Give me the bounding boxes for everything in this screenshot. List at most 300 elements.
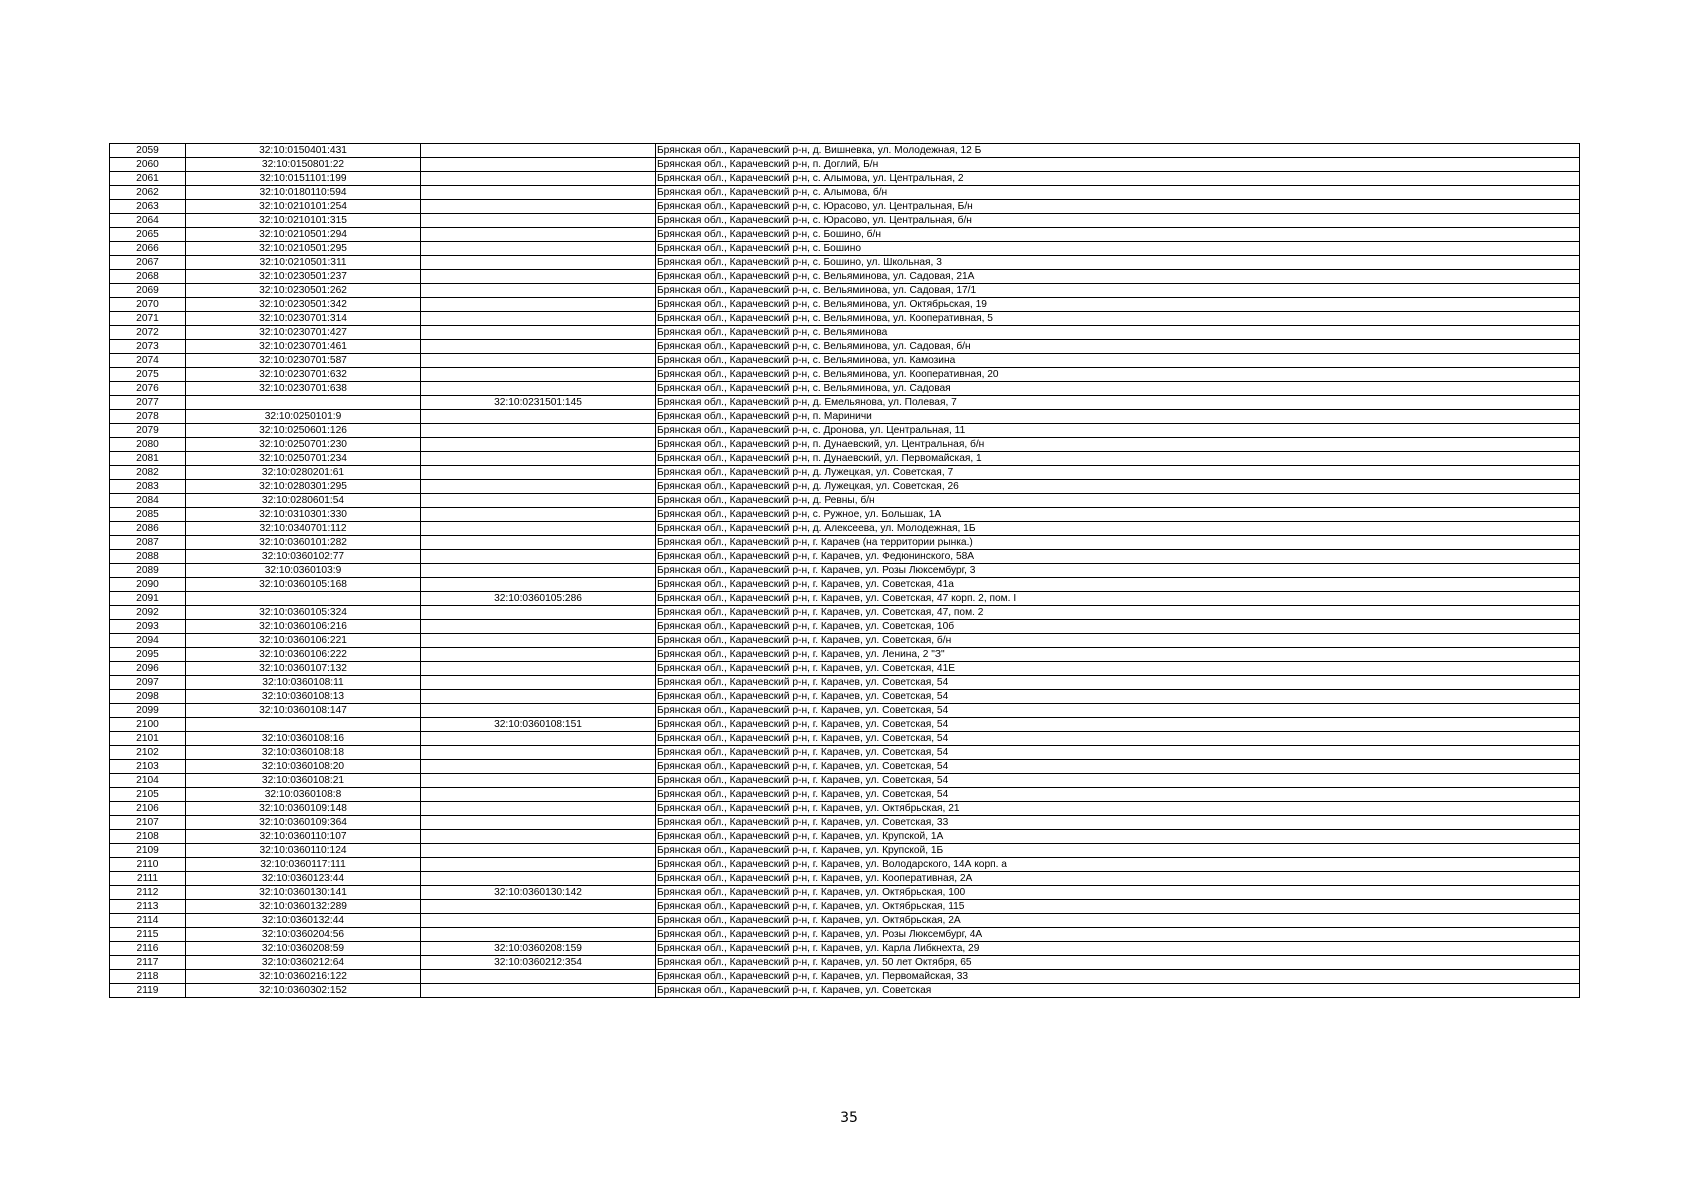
related-cadastral-number-cell [421,844,656,858]
cadastral-number-cell: 32:10:0360108:16 [186,732,421,746]
table-row [110,718,1580,732]
address-cell: Брянская обл., Карачевский р-н, г. Карачев, ул. Советская, 41а [656,578,1580,592]
row-number-cell: 2063 [110,200,186,214]
table-row [110,186,1580,200]
related-cadastral-number-cell [421,438,656,452]
table-row [110,410,1580,424]
row-number-cell: 2109 [110,844,186,858]
table-row [110,704,1580,718]
table-row [110,956,1580,970]
cadastral-number-cell: 32:10:0360106:221 [186,634,421,648]
related-cadastral-number-cell [421,662,656,676]
table-row [110,830,1580,844]
address-cell: Брянская обл., Карачевский р-н, д. Лужецкая, ул. Советская, 7 [656,466,1580,480]
address-cell: Брянская обл., Карачевский р-н, с. Вельяминова, ул. Камозина [656,354,1580,368]
address-cell: Брянская обл., Карачевский р-н, г. Карачев, ул. Советская [656,984,1580,998]
table-row [110,340,1580,354]
table-row [110,578,1580,592]
address-cell: Брянская обл., Карачевский р-н, г. Карачев, ул. Советская, 33 [656,816,1580,830]
cadastral-number-cell: 32:10:0230701:638 [186,382,421,396]
address-cell: Брянская обл., Карачевский р-н, г. Карачев (на территории рынка.) [656,536,1580,550]
address-cell: Брянская обл., Карачевский р-н, д. Лужецкая, ул. Советская, 26 [656,480,1580,494]
related-cadastral-number-cell [421,816,656,830]
table-row [110,606,1580,620]
cadastral-number-cell: 32:10:0360110:107 [186,830,421,844]
row-number-cell: 2067 [110,256,186,270]
cadastral-number-cell: 32:10:0360109:364 [186,816,421,830]
table-row [110,774,1580,788]
cadastral-number-cell: 32:10:0360107:132 [186,662,421,676]
address-cell: Брянская обл., Карачевский р-н, г. Карачев, ул. Советская, 54 [656,676,1580,690]
row-number-cell: 2061 [110,172,186,186]
related-cadastral-number-cell [421,144,656,158]
related-cadastral-number-cell [421,256,656,270]
row-number-cell: 2060 [110,158,186,172]
row-number-cell: 2106 [110,802,186,816]
cadastral-number-cell: 32:10:0230501:237 [186,270,421,284]
related-cadastral-number-cell [421,214,656,228]
related-cadastral-number-cell [421,634,656,648]
cadastral-number-cell: 32:10:0360208:59 [186,942,421,956]
cadastral-number-cell: 32:10:0360105:168 [186,578,421,592]
related-cadastral-number-cell [421,424,656,438]
cadastral-number-cell: 32:10:0360302:152 [186,984,421,998]
row-number-cell: 2111 [110,872,186,886]
related-cadastral-number-cell [421,914,656,928]
row-number-cell: 2098 [110,690,186,704]
cadastral-number-cell: 32:10:0280601:54 [186,494,421,508]
cadastral-number-cell: 32:10:0280201:61 [186,466,421,480]
table-row [110,396,1580,410]
table-row [110,284,1580,298]
table-row [110,928,1580,942]
table-row [110,788,1580,802]
cadastral-number-cell [186,718,421,732]
table-row [110,648,1580,662]
related-cadastral-number-cell [421,872,656,886]
row-number-cell: 2115 [110,928,186,942]
table-row [110,494,1580,508]
cadastral-number-cell: 32:10:0360108:20 [186,760,421,774]
row-number-cell: 2110 [110,858,186,872]
row-number-cell: 2084 [110,494,186,508]
related-cadastral-number-cell [421,158,656,172]
address-cell: Брянская обл., Карачевский р-н, г. Карачев, ул. Кооперативная, 2А [656,872,1580,886]
cadastral-number-cell: 32:10:0360117:111 [186,858,421,872]
related-cadastral-number-cell [421,200,656,214]
related-cadastral-number-cell [421,368,656,382]
address-cell: Брянская обл., Карачевский р-н, г. Карачев, ул. Крупской, 1Б [656,844,1580,858]
row-number-cell: 2065 [110,228,186,242]
address-cell: Брянская обл., Карачевский р-н, г. Карачев, ул. Советская, 54 [656,718,1580,732]
table-row [110,438,1580,452]
table-row [110,690,1580,704]
related-cadastral-number-cell [421,704,656,718]
table-row [110,816,1580,830]
table-row [110,424,1580,438]
row-number-cell: 2069 [110,284,186,298]
table-row [110,522,1580,536]
address-cell: Брянская обл., Карачевский р-н, с. Вельяминова, ул. Кооперативная, 20 [656,368,1580,382]
table-row [110,326,1580,340]
address-cell: Брянская обл., Карачевский р-н, д. Алексеева, ул. Молодежная, 1Б [656,522,1580,536]
cadastral-number-cell: 32:10:0230701:587 [186,354,421,368]
related-cadastral-number-cell [421,550,656,564]
related-cadastral-number-cell: 32:10:0360130:142 [421,886,656,900]
row-number-cell: 2068 [110,270,186,284]
cadastral-number-cell [186,396,421,410]
row-number-cell: 2107 [110,816,186,830]
row-number-cell: 2097 [110,676,186,690]
table-row [110,508,1580,522]
address-cell: Брянская обл., Карачевский р-н, д. Вишневка, ул. Молодежная, 12 Б [656,144,1580,158]
row-number-cell: 2078 [110,410,186,424]
cadastral-number-cell: 32:10:0360212:64 [186,956,421,970]
row-number-cell: 2113 [110,900,186,914]
row-number-cell: 2116 [110,942,186,956]
row-number-cell: 2117 [110,956,186,970]
related-cadastral-number-cell [421,760,656,774]
row-number-cell: 2093 [110,620,186,634]
related-cadastral-number-cell [421,298,656,312]
cadastral-number-cell: 32:10:0340701:112 [186,522,421,536]
related-cadastral-number-cell: 32:10:0360208:159 [421,942,656,956]
cadastral-number-cell: 32:10:0210101:254 [186,200,421,214]
table-row [110,760,1580,774]
row-number-cell: 2064 [110,214,186,228]
table-row [110,900,1580,914]
address-cell: Брянская обл., Карачевский р-н, г. Карачев, ул. Розы Люксембург, 4А [656,928,1580,942]
address-cell: Брянская обл., Карачевский р-н, г. Карачев, ул. Советская, 47, пом. 2 [656,606,1580,620]
related-cadastral-number-cell [421,578,656,592]
cadastral-number-cell: 32:10:0250701:230 [186,438,421,452]
cadastral-number-cell: 32:10:0150801:22 [186,158,421,172]
table-row [110,158,1580,172]
related-cadastral-number-cell: 32:10:0231501:145 [421,396,656,410]
table-row [110,144,1580,158]
table-row [110,256,1580,270]
cadastral-number-cell: 32:10:0360106:222 [186,648,421,662]
address-cell: Брянская обл., Карачевский р-н, с. Вельяминова, ул. Садовая, б/н [656,340,1580,354]
cadastral-number-cell: 32:10:0360110:124 [186,844,421,858]
related-cadastral-number-cell [421,648,656,662]
row-number-cell: 2112 [110,886,186,900]
table-row [110,970,1580,984]
related-cadastral-number-cell [421,480,656,494]
records-table [109,143,1580,998]
cadastral-number-cell: 32:10:0310301:330 [186,508,421,522]
row-number-cell: 2096 [110,662,186,676]
cadastral-number-cell: 32:10:0360216:122 [186,970,421,984]
cadastral-number-cell: 32:10:0210501:294 [186,228,421,242]
address-cell: Брянская обл., Карачевский р-н, с. Ружное, ул. Большак, 1А [656,508,1580,522]
address-cell: Брянская обл., Карачевский р-н, с. Юрасово, ул. Центральная, Б/н [656,200,1580,214]
address-cell: Брянская обл., Карачевский р-н, п. Дунаевский, ул. Первомайская, 1 [656,452,1580,466]
cadastral-number-cell: 32:10:0210501:311 [186,256,421,270]
related-cadastral-number-cell [421,984,656,998]
row-number-cell: 2066 [110,242,186,256]
cadastral-number-cell: 32:10:0230701:314 [186,312,421,326]
row-number-cell: 2114 [110,914,186,928]
cadastral-number-cell: 32:10:0360130:141 [186,886,421,900]
address-cell: Брянская обл., Карачевский р-н, г. Карачев, ул. Ленина, 2 "З" [656,648,1580,662]
row-number-cell: 2087 [110,536,186,550]
table-row [110,270,1580,284]
row-number-cell: 2075 [110,368,186,382]
related-cadastral-number-cell [421,900,656,914]
related-cadastral-number-cell [421,242,656,256]
address-cell: Брянская обл., Карачевский р-н, с. Вельяминова [656,326,1580,340]
row-number-cell: 2118 [110,970,186,984]
address-cell: Брянская обл., Карачевский р-н, г. Карачев, ул. Карла Либкнехта, 29 [656,942,1580,956]
cadastral-number-cell: 32:10:0250701:234 [186,452,421,466]
row-number-cell: 2108 [110,830,186,844]
table-row [110,354,1580,368]
row-number-cell: 2076 [110,382,186,396]
row-number-cell: 2088 [110,550,186,564]
cadastral-number-cell: 32:10:0360108:11 [186,676,421,690]
cadastral-number-cell: 32:10:0150401:431 [186,144,421,158]
address-cell: Брянская обл., Карачевский р-н, г. Карачев, ул. Советская, 10б [656,620,1580,634]
cadastral-number-cell: 32:10:0230701:461 [186,340,421,354]
address-cell: Брянская обл., Карачевский р-н, п. Мариничи [656,410,1580,424]
row-number-cell: 2083 [110,480,186,494]
cadastral-number-cell: 32:10:0360102:77 [186,550,421,564]
related-cadastral-number-cell [421,354,656,368]
related-cadastral-number-cell [421,620,656,634]
row-number-cell: 2099 [110,704,186,718]
address-cell: Брянская обл., Карачевский р-н, г. Карачев, ул. Советская, 54 [656,746,1580,760]
row-number-cell: 2059 [110,144,186,158]
table-row [110,536,1580,550]
related-cadastral-number-cell [421,494,656,508]
cadastral-number-cell: 32:10:0360103:9 [186,564,421,578]
address-cell: Брянская обл., Карачевский р-н, с. Вельяминова, ул. Садовая [656,382,1580,396]
cadastral-number-cell: 32:10:0360132:44 [186,914,421,928]
row-number-cell: 2092 [110,606,186,620]
address-cell: Брянская обл., Карачевский р-н, с. Бошино, б/н [656,228,1580,242]
cadastral-number-cell: 32:10:0360108:13 [186,690,421,704]
related-cadastral-number-cell [421,928,656,942]
address-cell: Брянская обл., Карачевский р-н, г. Карачев, ул. Советская, 47 корп. 2, пом. I [656,592,1580,606]
table-row [110,382,1580,396]
related-cadastral-number-cell [421,326,656,340]
address-cell: Брянская обл., Карачевский р-н, г. Карачев, ул. Советская, б/н [656,634,1580,648]
row-number-cell: 2119 [110,984,186,998]
related-cadastral-number-cell [421,466,656,480]
address-cell: Брянская обл., Карачевский р-н, г. Карачев, ул. Октябрьская, 2А [656,914,1580,928]
table-row [110,662,1580,676]
table-row [110,214,1580,228]
related-cadastral-number-cell [421,830,656,844]
row-number-cell: 2077 [110,396,186,410]
row-number-cell: 2072 [110,326,186,340]
address-cell: Брянская обл., Карачевский р-н, с. Алымова, ул. Центральная, 2 [656,172,1580,186]
address-cell: Брянская обл., Карачевский р-н, с. Бошино, ул. Школьная, 3 [656,256,1580,270]
row-number-cell: 2104 [110,774,186,788]
row-number-cell: 2101 [110,732,186,746]
table-row [110,914,1580,928]
related-cadastral-number-cell [421,410,656,424]
address-cell: Брянская обл., Карачевский р-н, с. Алымова, б/н [656,186,1580,200]
related-cadastral-number-cell [421,774,656,788]
related-cadastral-number-cell [421,522,656,536]
address-cell: Брянская обл., Карачевский р-н, п. Дунаевский, ул. Центральная, б/н [656,438,1580,452]
related-cadastral-number-cell [421,508,656,522]
related-cadastral-number-cell: 32:10:0360212:354 [421,956,656,970]
row-number-cell: 2074 [110,354,186,368]
address-cell: Брянская обл., Карачевский р-н, г. Карачев, ул. Советская, 54 [656,760,1580,774]
row-number-cell: 2062 [110,186,186,200]
address-cell: Брянская обл., Карачевский р-н, г. Карачев, ул. Федюнинского, 58А [656,550,1580,564]
row-number-cell: 2105 [110,788,186,802]
row-number-cell: 2071 [110,312,186,326]
row-number-cell: 2102 [110,746,186,760]
cadastral-number-cell: 32:10:0230501:262 [186,284,421,298]
related-cadastral-number-cell: 32:10:0360108:151 [421,718,656,732]
table-row [110,802,1580,816]
row-number-cell: 2089 [110,564,186,578]
cadastral-number-cell: 32:10:0360108:21 [186,774,421,788]
table-row [110,298,1580,312]
address-cell: Брянская обл., Карачевский р-н, п. Доглий, Б/н [656,158,1580,172]
related-cadastral-number-cell [421,382,656,396]
row-number-cell: 2082 [110,466,186,480]
table-row [110,228,1580,242]
address-cell: Брянская обл., Карачевский р-н, г. Карачев, ул. Советская, 41Е [656,662,1580,676]
address-cell: Брянская обл., Карачевский р-н, г. Карачев, ул. Розы Люксембург, 3 [656,564,1580,578]
address-cell: Брянская обл., Карачевский р-н, г. Карачев, ул. Октябрьская, 115 [656,900,1580,914]
row-number-cell: 2085 [110,508,186,522]
table-row [110,844,1580,858]
related-cadastral-number-cell [421,690,656,704]
cadastral-number-cell: 32:10:0230501:342 [186,298,421,312]
table-row [110,242,1580,256]
row-number-cell: 2086 [110,522,186,536]
related-cadastral-number-cell [421,676,656,690]
table-row [110,620,1580,634]
address-cell: Брянская обл., Карачевский р-н, с. Вельяминова, ул. Садовая, 21А [656,270,1580,284]
related-cadastral-number-cell [421,270,656,284]
table-row [110,676,1580,690]
table-row [110,858,1580,872]
table-row [110,564,1580,578]
cadastral-number-cell [186,592,421,606]
related-cadastral-number-cell [421,564,656,578]
address-cell: Брянская обл., Карачевский р-н, г. Карачев, ул. Советская, 54 [656,774,1580,788]
row-number-cell: 2103 [110,760,186,774]
cadastral-number-cell: 32:10:0360123:44 [186,872,421,886]
page-number: 35 [840,1110,858,1126]
related-cadastral-number-cell [421,788,656,802]
cadastral-number-cell: 32:10:0180110:594 [186,186,421,200]
row-number-cell: 2095 [110,648,186,662]
table-row [110,592,1580,606]
related-cadastral-number-cell [421,732,656,746]
row-number-cell: 2080 [110,438,186,452]
cadastral-number-cell: 32:10:0250601:126 [186,424,421,438]
cadastral-number-cell: 32:10:0280301:295 [186,480,421,494]
cadastral-number-cell: 32:10:0360106:216 [186,620,421,634]
address-cell: Брянская обл., Карачевский р-н, с. Вельяминова, ул. Кооперативная, 5 [656,312,1580,326]
address-cell: Брянская обл., Карачевский р-н, г. Карачев, ул. Октябрьская, 100 [656,886,1580,900]
related-cadastral-number-cell [421,312,656,326]
row-number-cell: 2090 [110,578,186,592]
address-cell: Брянская обл., Карачевский р-н, с. Юрасово, ул. Центральная, б/н [656,214,1580,228]
table-row [110,200,1580,214]
row-number-cell: 2081 [110,452,186,466]
related-cadastral-number-cell [421,186,656,200]
cadastral-number-cell: 32:10:0210101:315 [186,214,421,228]
row-number-cell: 2079 [110,424,186,438]
address-cell: Брянская обл., Карачевский р-н, г. Карачев, ул. Советская, 54 [656,704,1580,718]
related-cadastral-number-cell [421,746,656,760]
address-cell: Брянская обл., Карачевский р-н, с. Бошино [656,242,1580,256]
address-cell: Брянская обл., Карачевский р-н, д. Ревны, б/н [656,494,1580,508]
related-cadastral-number-cell [421,452,656,466]
cadastral-number-cell: 32:10:0360105:324 [186,606,421,620]
cadastral-number-cell: 32:10:0360108:147 [186,704,421,718]
records-table-body [110,144,1580,998]
address-cell: Брянская обл., Карачевский р-н, г. Карачев, ул. Советская, 54 [656,788,1580,802]
related-cadastral-number-cell [421,606,656,620]
table-row [110,732,1580,746]
cadastral-number-cell: 32:10:0151101:199 [186,172,421,186]
related-cadastral-number-cell [421,172,656,186]
address-cell: Брянская обл., Карачевский р-н, г. Карачев, ул. 50 лет Октября, 65 [656,956,1580,970]
table-row [110,886,1580,900]
row-number-cell: 2070 [110,298,186,312]
cadastral-number-cell: 32:10:0210501:295 [186,242,421,256]
table-row [110,872,1580,886]
table-row [110,452,1580,466]
related-cadastral-number-cell [421,858,656,872]
address-cell: Брянская обл., Карачевский р-н, с. Вельяминова, ул. Садовая, 17/1 [656,284,1580,298]
cadastral-number-cell: 32:10:0360204:56 [186,928,421,942]
cadastral-number-cell: 32:10:0360109:148 [186,802,421,816]
related-cadastral-number-cell [421,340,656,354]
related-cadastral-number-cell [421,802,656,816]
table-row [110,172,1580,186]
row-number-cell: 2100 [110,718,186,732]
row-number-cell: 2073 [110,340,186,354]
address-cell: Брянская обл., Карачевский р-н, г. Карачев, ул. Советская, 54 [656,690,1580,704]
cadastral-number-cell: 32:10:0360132:289 [186,900,421,914]
row-number-cell: 2094 [110,634,186,648]
related-cadastral-number-cell [421,536,656,550]
address-cell: Брянская обл., Карачевский р-н, г. Карачев, ул. Советская, 54 [656,732,1580,746]
table-row [110,480,1580,494]
address-cell: Брянская обл., Карачевский р-н, с. Вельяминова, ул. Октябрьская, 19 [656,298,1580,312]
table-row [110,550,1580,564]
address-cell: Брянская обл., Карачевский р-н, г. Карачев, ул. Первомайская, 33 [656,970,1580,984]
address-cell: Брянская обл., Карачевский р-н, г. Карачев, ул. Октябрьская, 21 [656,802,1580,816]
related-cadastral-number-cell: 32:10:0360105:286 [421,592,656,606]
cadastral-number-cell: 32:10:0250101:9 [186,410,421,424]
related-cadastral-number-cell [421,228,656,242]
table-row [110,942,1580,956]
row-number-cell: 2091 [110,592,186,606]
cadastral-number-cell: 32:10:0360101:282 [186,536,421,550]
address-cell: Брянская обл., Карачевский р-н, д. Емельянова, ул. Полевая, 7 [656,396,1580,410]
related-cadastral-number-cell [421,970,656,984]
address-cell: Брянская обл., Карачевский р-н, с. Дронова, ул. Центральная, 11 [656,424,1580,438]
related-cadastral-number-cell [421,284,656,298]
cadastral-number-cell: 32:10:0360108:8 [186,788,421,802]
table-row [110,984,1580,998]
table-row [110,746,1580,760]
cadastral-number-cell: 32:10:0360108:18 [186,746,421,760]
